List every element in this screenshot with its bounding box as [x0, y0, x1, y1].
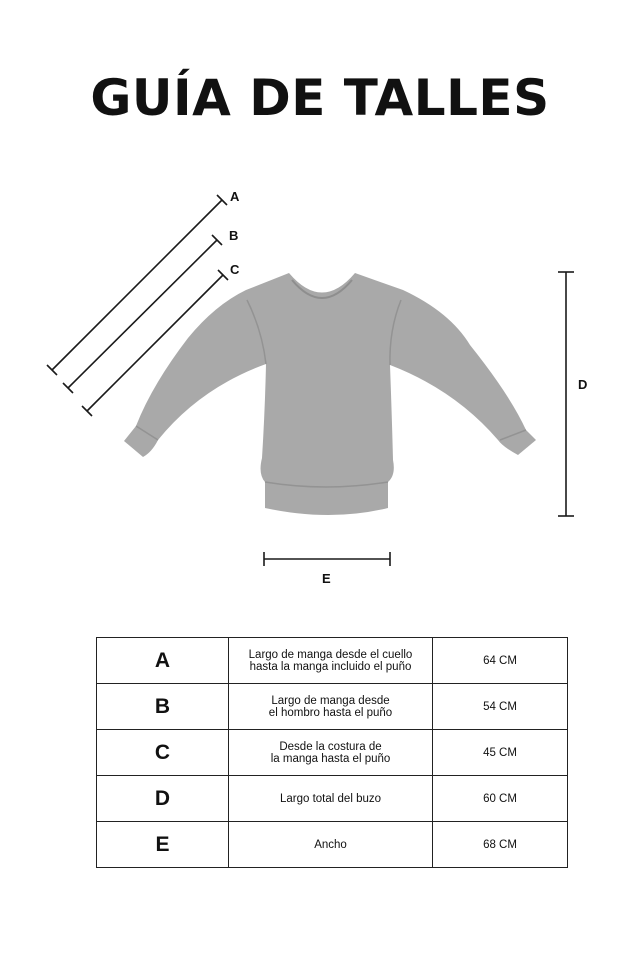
- row-letter: C: [97, 730, 229, 776]
- measure-label-b: B: [229, 228, 239, 243]
- measure-label-c: C: [230, 262, 240, 277]
- row-letter: D: [97, 776, 229, 822]
- row-description: Largo de manga desde el hombro hasta el puño: [229, 684, 433, 730]
- table-row: [97, 776, 568, 822]
- size-table: [96, 637, 568, 868]
- row-description: Desde la costura de la manga hasta el puño: [229, 730, 433, 776]
- row-value: 64 CM: [433, 638, 568, 684]
- measure-label-e: E: [322, 571, 331, 586]
- row-value: 60 CM: [433, 776, 568, 822]
- row-letter: B: [97, 684, 229, 730]
- measure-line-e: [264, 552, 390, 566]
- table-row: [97, 822, 568, 868]
- measure-label-d: D: [578, 377, 588, 392]
- row-description: Largo de manga desde el cuello hasta la manga incluido el puño: [229, 638, 433, 684]
- sweater-illustration: [124, 273, 536, 515]
- table-row: [97, 684, 568, 730]
- row-value: 54 CM: [433, 684, 568, 730]
- row-letter: E: [97, 822, 229, 868]
- table-row: [97, 638, 568, 684]
- measure-line-d: [558, 272, 574, 516]
- row-description: Largo total del buzo: [229, 776, 433, 822]
- row-value: 45 CM: [433, 730, 568, 776]
- row-letter: A: [97, 638, 229, 684]
- row-description: Ancho: [229, 822, 433, 868]
- table-row: [97, 730, 568, 776]
- sweater-body: [124, 273, 536, 515]
- page-title: GUÍA DE TALLES: [90, 69, 550, 127]
- row-value: 68 CM: [433, 822, 568, 868]
- measure-label-a: A: [230, 189, 240, 204]
